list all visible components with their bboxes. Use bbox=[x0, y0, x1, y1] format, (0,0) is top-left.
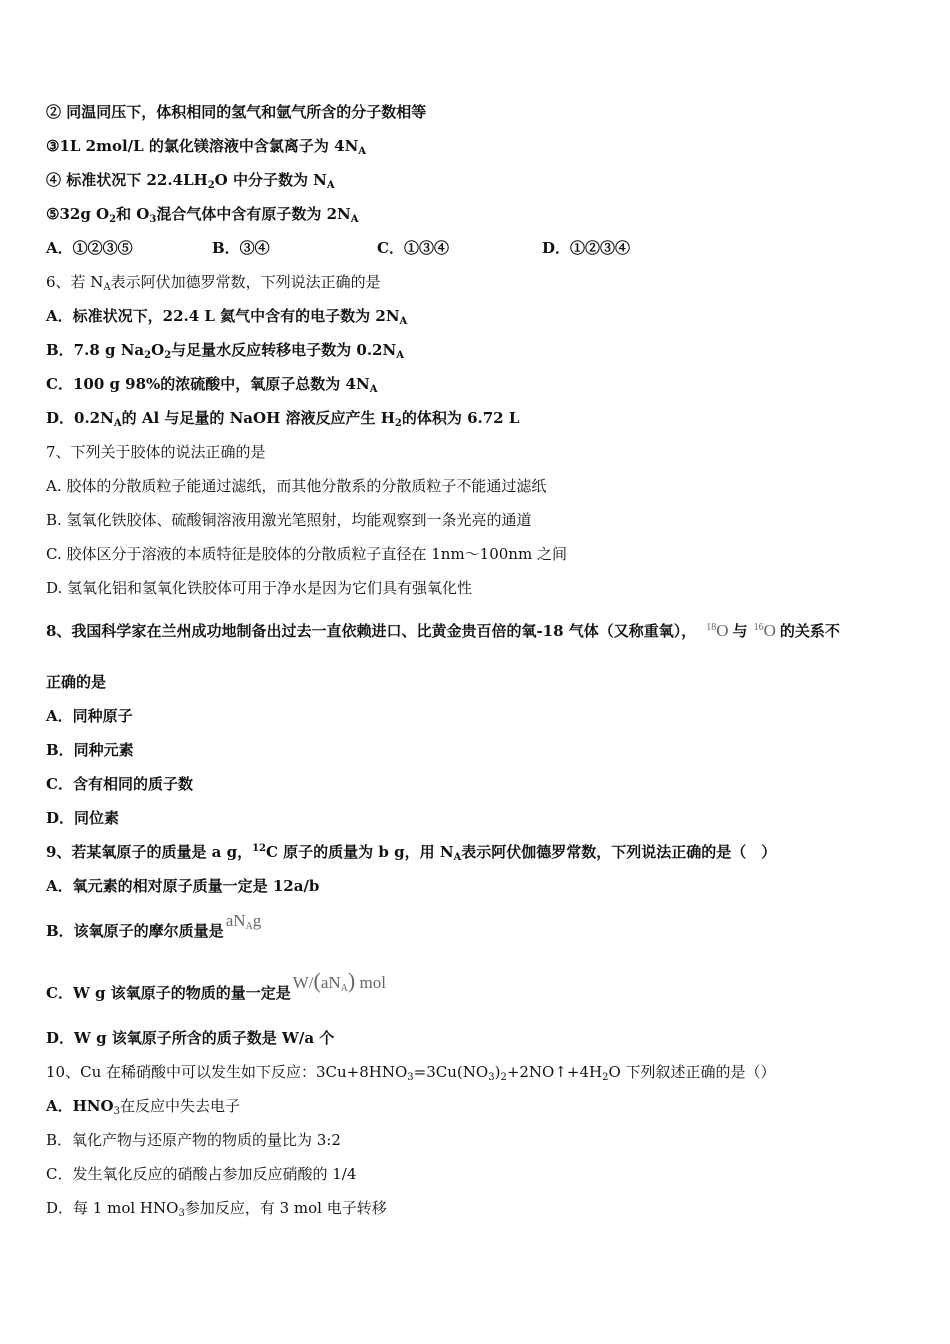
subscript: A bbox=[453, 852, 462, 863]
q6-stem bbox=[46, 272, 381, 292]
q9-option-a[interactable] bbox=[46, 876, 319, 896]
q5-item-5-text-b: 和 O bbox=[116, 205, 150, 223]
q8-and: 与 bbox=[732, 622, 748, 640]
q8-option-b[interactable] bbox=[46, 740, 134, 760]
q5-option-a[interactable]: A．①②③⑤ bbox=[46, 239, 133, 257]
q10-stem-text-e: O 下列叙述正确的是（） bbox=[608, 1063, 776, 1081]
q10-stem-text-b: =3Cu(NO bbox=[413, 1063, 489, 1081]
q7-option-d-text: D. 氢氧化铝和氢氧化铁胶体可用于净水是因为它们具有强氧化性 bbox=[46, 579, 473, 597]
subscript: A bbox=[396, 350, 404, 361]
q6-stem-text: 6、若 N bbox=[46, 273, 104, 291]
q10-stem-text-d: +2NO↑+4H bbox=[506, 1063, 603, 1081]
element-symbol: O bbox=[716, 621, 729, 640]
subscript: A bbox=[113, 418, 122, 429]
subscript: 3 bbox=[488, 1072, 495, 1083]
formula-part: aN bbox=[320, 973, 341, 992]
q5-item-2-text: ② 同温同压下，体积相同的氢气和氩气所含的分子数相等 bbox=[46, 103, 427, 121]
subscript: A bbox=[350, 214, 359, 225]
q6-option-d-text-c: 的体积为 6.72 L bbox=[401, 409, 520, 427]
molar-mass-formula bbox=[226, 911, 262, 930]
q6-option-b[interactable] bbox=[46, 340, 404, 360]
q6-option-d-text-b: 的 Al 与足量的 NaOH 溶液反应产生 H bbox=[121, 409, 395, 427]
q8-stem-continued bbox=[46, 672, 106, 692]
q6-option-b-text: B．7.8 g Na bbox=[46, 341, 145, 359]
subscript: 3 bbox=[149, 214, 157, 225]
q10-stem-text: 10、Cu 在稀硝酸中可以发生如下反应：3Cu+8HNO bbox=[46, 1063, 408, 1081]
q9-stem-text-b: C 原子的质量为 b g，用 N bbox=[266, 843, 454, 861]
q9-option-d-text: D．W g 该氧原子所含的质子数是 W/a 个 bbox=[46, 1029, 335, 1047]
subscript: A bbox=[399, 316, 408, 327]
q7-option-a[interactable] bbox=[46, 476, 546, 496]
q10-option-d-text: D．每 1 mol HNO bbox=[46, 1199, 179, 1217]
right-paren: ) bbox=[347, 968, 356, 993]
q6-option-b-text-b: O bbox=[151, 341, 165, 359]
q9-option-c-text: C．W g 该氧原子的物质的量一定是 bbox=[46, 984, 291, 1002]
q5-item-3-text: ③1L 2mol/L 的氯化镁溶液中含氯离子为 4N bbox=[46, 137, 359, 155]
formula-part: W/ bbox=[292, 973, 314, 992]
q10-option-c[interactable] bbox=[46, 1164, 356, 1184]
q10-option-a[interactable] bbox=[46, 1096, 240, 1116]
q7-option-a-text: A. 胶体的分散质粒子能通过滤纸，而其他分散系的分散质粒子不能通过滤纸 bbox=[46, 477, 547, 495]
q8-option-c-text: C．含有相同的质子数 bbox=[46, 775, 193, 793]
q6-option-a-text: A．标准状况下，22.4 L 氦气中含有的电子数为 2N bbox=[46, 307, 400, 325]
q8-stem-tail: 的关系不 bbox=[779, 622, 840, 640]
q7-option-d[interactable] bbox=[46, 578, 472, 598]
q5-item-5-text-c: 混合气体中含有原子数为 2N bbox=[156, 205, 351, 223]
q10-stem bbox=[46, 1062, 776, 1082]
q8-option-d[interactable] bbox=[46, 808, 119, 828]
q7-option-b[interactable] bbox=[46, 510, 532, 530]
q9-option-c[interactable] bbox=[46, 968, 386, 1003]
subscript: 3 bbox=[407, 1072, 414, 1083]
subscript: 2 bbox=[602, 1072, 609, 1083]
q6-option-c[interactable] bbox=[46, 374, 377, 394]
q5-option-c[interactable]: C．①③④ bbox=[377, 239, 449, 257]
mass-number: 12 bbox=[252, 843, 267, 854]
subscript: 2 bbox=[164, 350, 172, 361]
q8-stem bbox=[46, 621, 840, 641]
subscript: 2 bbox=[500, 1072, 507, 1083]
q6-option-d-text: D．0.2N bbox=[46, 409, 114, 427]
q7-option-b-text: B. 氢氧化铁胶体、硫酸铜溶液用激光笔照射，均能观察到一条光亮的通道 bbox=[46, 511, 532, 529]
subscript: 2 bbox=[109, 214, 117, 225]
q10-option-a-text-b: 在反应中失去电子 bbox=[119, 1097, 240, 1115]
amount-formula bbox=[292, 968, 386, 994]
subscript: 3 bbox=[178, 1208, 185, 1219]
q6-option-a[interactable] bbox=[46, 306, 407, 326]
q7-stem bbox=[46, 442, 266, 462]
q5-item-3 bbox=[46, 136, 366, 156]
q9-option-d[interactable] bbox=[46, 1028, 334, 1048]
element-symbol: O bbox=[763, 621, 776, 640]
q9-stem bbox=[46, 842, 776, 862]
q6-stem-text-b: 表示阿伏加德罗常数，下列说法正确的是 bbox=[110, 273, 381, 291]
q9-option-a-text: A．氧元素的相对原子质量一定是 12a/b bbox=[46, 877, 320, 895]
subscript: A bbox=[340, 983, 348, 994]
q9-stem-text: 9、若某氧原子的质量是 a g， bbox=[46, 843, 253, 861]
isotope-o18 bbox=[706, 621, 728, 640]
q5-options bbox=[46, 238, 630, 258]
q7-option-c-text: C. 胶体区分于溶液的本质特征是胶体的分散质粒子直径在 1nm～100nm 之间 bbox=[46, 545, 567, 563]
mass-number: 16 bbox=[753, 622, 764, 633]
q7-stem-text: 7、下列关于胶体的说法正确的是 bbox=[46, 443, 266, 461]
formula-part: g bbox=[252, 911, 262, 930]
q7-option-c[interactable] bbox=[46, 544, 567, 564]
q10-option-d[interactable] bbox=[46, 1198, 387, 1218]
isotope-o16 bbox=[754, 621, 776, 640]
subscript: A bbox=[245, 921, 253, 932]
subscript: A bbox=[326, 180, 335, 191]
q10-option-b-text: B．氧化产物与还原产物的物质的量比为 3:2 bbox=[46, 1131, 341, 1149]
q10-option-b[interactable] bbox=[46, 1130, 341, 1150]
left-paren: ( bbox=[313, 968, 321, 993]
subscript: 2 bbox=[394, 418, 402, 429]
mass-number: 18 bbox=[706, 622, 717, 633]
subscript: 2 bbox=[207, 180, 215, 191]
q5-item-4-text-b: O 中分子数为 N bbox=[214, 171, 327, 189]
q10-option-c-text: C．发生氧化反应的硝酸占参加反应硝酸的 1/4 bbox=[46, 1165, 357, 1183]
subscript: A bbox=[358, 146, 367, 157]
q6-option-c-text: C．100 g 98%的浓硫酸中，氧原子总数为 4N bbox=[46, 375, 370, 393]
q8-option-b-text: B．同种元素 bbox=[46, 741, 134, 759]
q5-option-d[interactable]: D．①②③④ bbox=[542, 239, 631, 257]
subscript: 2 bbox=[144, 350, 152, 361]
q8-option-a-text: A．同种原子 bbox=[46, 707, 133, 725]
formula-part: aN bbox=[225, 911, 246, 930]
q8-stem-cont-text: 正确的是 bbox=[46, 673, 107, 691]
q8-option-c[interactable] bbox=[46, 774, 193, 794]
q10-stem-text-c: ) bbox=[494, 1063, 501, 1081]
subscript: A bbox=[103, 282, 111, 293]
q8-option-d-text: D．同位素 bbox=[46, 809, 120, 827]
q8-option-a[interactable] bbox=[46, 706, 133, 726]
q5-item-5-text: ⑤32g O bbox=[46, 205, 110, 223]
q6-option-d[interactable] bbox=[46, 408, 519, 428]
q8-stem-text: 8、我国科学家在兰州成功地制备出过去一直依赖进口、比黄金贵百倍的氧-18 气体（又称重氧）， bbox=[46, 622, 697, 640]
q5-item-2 bbox=[46, 102, 426, 122]
q6-option-b-text-c: 与足量水反应转移电子数为 0.2N bbox=[171, 341, 397, 359]
q5-option-b[interactable]: B．③④ bbox=[212, 239, 270, 257]
q9-option-b-text: B．该氧原子的摩尔质量是 bbox=[46, 922, 224, 940]
subscript: A bbox=[369, 384, 378, 395]
q5-item-4-text: ④ 标准状况下 22.4LH bbox=[46, 171, 208, 189]
q5-item-5 bbox=[46, 204, 358, 224]
q10-option-a-text: A．HNO bbox=[46, 1097, 114, 1115]
q5-item-4 bbox=[46, 170, 335, 190]
subscript: 3 bbox=[113, 1106, 120, 1117]
q9-stem-text-c: 表示阿伏伽德罗常数，下列说法正确的是（ ） bbox=[461, 843, 777, 861]
formula-part: mol bbox=[359, 973, 386, 992]
q10-option-d-text-b: 参加反应，有 3 mol 电子转移 bbox=[184, 1199, 387, 1217]
q9-option-b[interactable] bbox=[46, 911, 262, 941]
